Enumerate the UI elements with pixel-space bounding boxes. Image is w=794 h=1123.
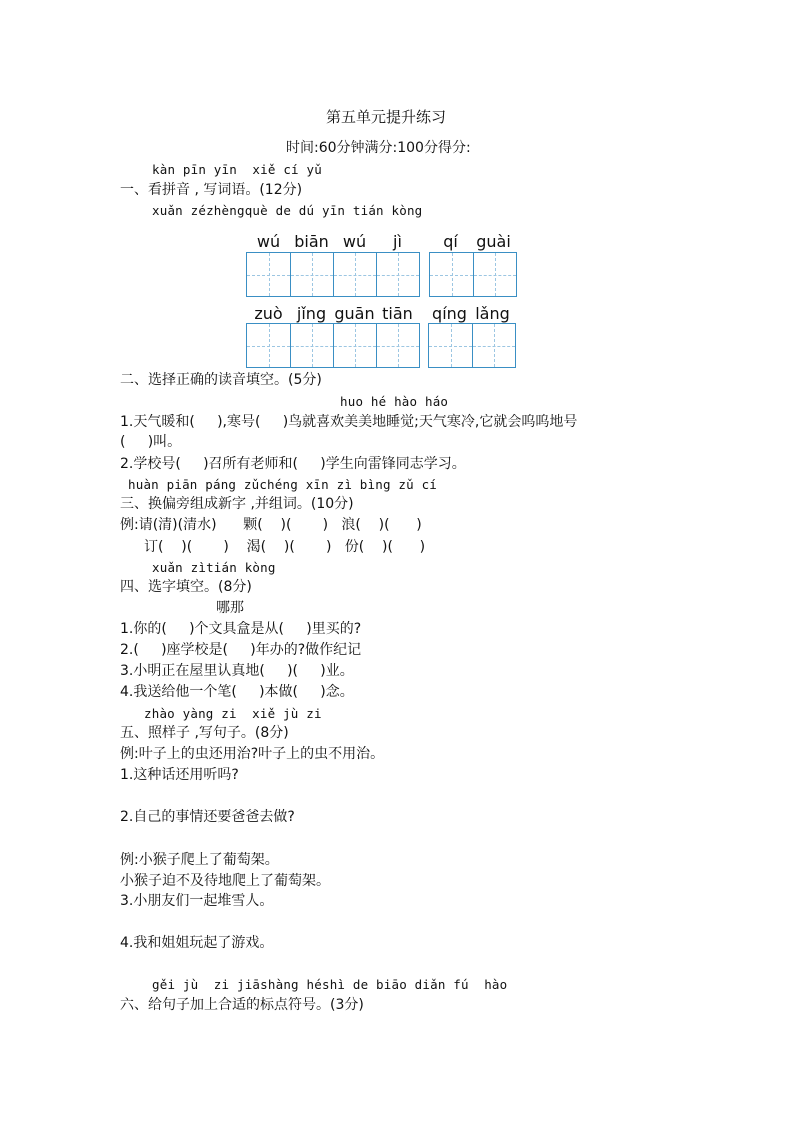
s2-q1-line2: ( )叫。 (120, 434, 182, 450)
s2-options: huo hé hào háo (340, 394, 449, 409)
s6-heading: 六、给句子加上合适的标点符号。(3分) (120, 997, 364, 1013)
s4-heading: 四、选字填空。(8分) (120, 579, 252, 595)
s3-heading: 三、换偏旁组成新字 ,并组词。(10分) (120, 496, 354, 512)
grid-pinyin: tiān (382, 304, 413, 323)
writing-cell[interactable] (333, 253, 376, 296)
s4-options: 哪那 (216, 600, 244, 616)
writing-grid-2a[interactable] (246, 323, 420, 368)
writing-cell[interactable] (472, 324, 515, 367)
s6-pinyin: gěi jù zi jiāshàng héshì de biāo diǎn fú hào (152, 977, 508, 992)
grid-pinyin: jǐng (296, 304, 327, 323)
writing-cell[interactable] (376, 324, 419, 367)
s5-example1: 例:叶子上的虫还用治?叶子上的虫不用治。 (120, 746, 385, 762)
s5-heading: 五、照样子 ,写句子。(8分) (120, 725, 289, 741)
writing-cell[interactable] (247, 324, 290, 367)
grid-pinyin: qí (443, 232, 458, 251)
s4-pinyin: xuǎn zìtián kòng (152, 560, 276, 575)
writing-grid-2b[interactable] (428, 323, 516, 368)
s3-row2: 订( )( ) 渴( )( ) 份( )( ) (144, 539, 426, 555)
s5-pinyin: zhào yàng zi xiě jù zi (144, 706, 322, 721)
s3-pinyin: huàn piān páng zǔchéng xīn zì bìng zǔ cí (128, 477, 438, 492)
writing-grid-1a[interactable] (246, 252, 420, 297)
s5-q3: 3.小朋友们一起堆雪人。 (120, 893, 274, 909)
s5-q4: 4.我和姐姐玩起了游戏。 (120, 935, 274, 951)
writing-cell[interactable] (290, 253, 333, 296)
exam-meta-line: 时间:60分钟满分:100分得分: (286, 140, 471, 156)
s5-q1: 1.这种话还用听吗? (120, 767, 239, 783)
s1-heading: 一、看拼音 , 写词语。(12分) (120, 182, 303, 198)
s4-q1: 1.你的( )个文具盒是从( )里买的? (120, 621, 362, 637)
s5-q2: 2.自己的事情还要爸爸去做? (120, 809, 295, 825)
writing-cell[interactable] (333, 324, 376, 367)
s1-instr-pinyin: xuǎn zézhèngquè de dú yīn tián kòng (152, 203, 423, 218)
writing-cell[interactable] (247, 253, 290, 296)
s2-heading: 二、选择正确的读音填空。(5分) (120, 372, 322, 388)
s3-row1: 例:请(清)(清水) 颗( )( ) 浪( )( ) (120, 517, 422, 533)
grid-pinyin: lǎng (475, 304, 510, 323)
s5-example2-line2: 小猴子迫不及待地爬上了葡萄架。 (120, 873, 330, 889)
writing-cell[interactable] (290, 324, 333, 367)
page-title: 第五单元提升练习 (326, 108, 447, 126)
s1-pinyin: kàn pīn yīn xiě cí yǔ (152, 162, 322, 177)
writing-cell[interactable] (376, 253, 419, 296)
s2-q2: 2.学校号( )召所有老师和( )学生向雷锋同志学习。 (120, 456, 466, 472)
grid-pinyin: jì (393, 232, 402, 251)
grid-pinyin: qíng (432, 304, 467, 323)
grid-pinyin: guān (334, 304, 375, 323)
grid-pinyin: guài (476, 232, 511, 251)
s4-q3: 3.小明正在屋里认真地( )( )业。 (120, 663, 354, 679)
writing-cell[interactable] (429, 324, 472, 367)
grid-pinyin: biān (294, 232, 329, 251)
s2-q1-line1: 1.天气暖和( ),寒号( )鸟就喜欢美美地睡觉;天气寒冷,它就会呜呜地号 (120, 414, 578, 430)
s4-q2: 2.( )座学校是( )年办的?做作纪记 (120, 642, 362, 658)
writing-grid-1b[interactable] (429, 252, 517, 297)
grid-pinyin: zuò (254, 304, 283, 323)
writing-cell[interactable] (473, 253, 516, 296)
s5-example2-line1: 例:小猴子爬上了葡萄架。 (120, 852, 279, 868)
grid-pinyin: wú (342, 232, 367, 251)
grid-pinyin: wú (256, 232, 281, 251)
writing-cell[interactable] (430, 253, 473, 296)
s4-q4: 4.我送给他一个笔( )本做( )念。 (120, 684, 354, 700)
